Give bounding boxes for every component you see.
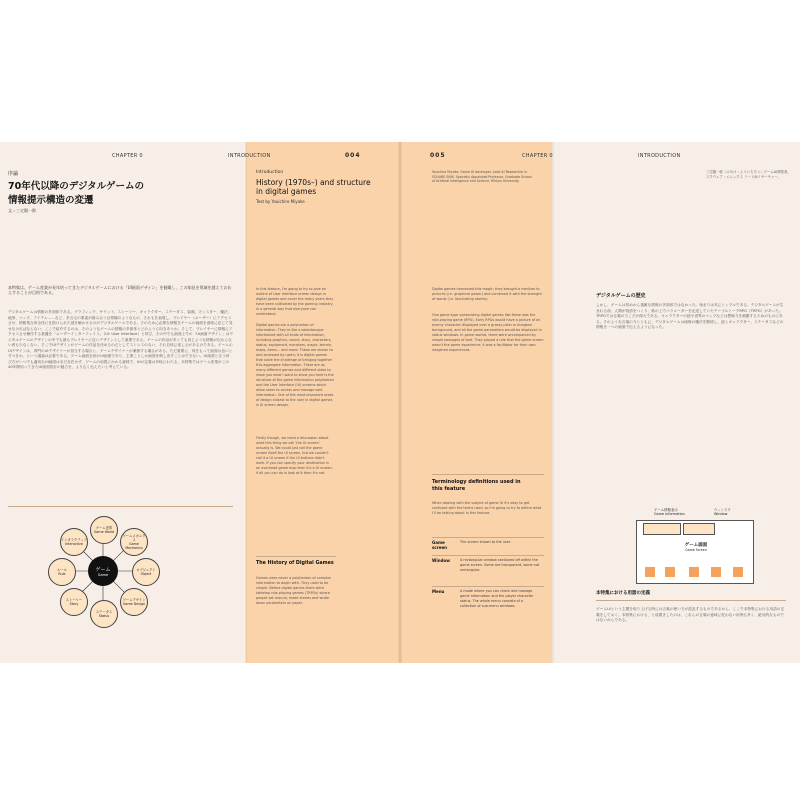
diagram-node-story: ストーリー Story: [60, 588, 88, 616]
running-header-intro-right: INTRODUCTION: [638, 153, 681, 159]
running-header-chapter-right: CHAPTER 0: [522, 153, 553, 159]
page-number-left: 004: [345, 152, 361, 159]
term-menu: [432, 589, 544, 609]
center-body-3: Firstly though, we need a discussion about what this thing we call 'the UI screen' actually is. We could just call the game screen itself the UI screen, but we couldn't call it a UI screen if the UI buttons didn't work. If you can specify your destination in an overhead game map then it's a UI screen; if all you can do is look at it then it's not.: [256, 436, 333, 475]
term-rule-1: [432, 537, 544, 538]
intro-kicker: Introduction: [256, 170, 284, 175]
diagram-node-game-design: ゲームデザイン Game Design: [120, 588, 148, 616]
diagram-node-interactive: インタラクティブ Interactive: [60, 528, 88, 556]
page-title-line2: 情報提示構造の変遷: [8, 195, 94, 206]
kicker: 序論: [8, 171, 19, 177]
term-window: [432, 558, 544, 573]
center-right-body-2: One game type symbolizing digital games like these was the role-playing game (RPG). Early RPGs would have a picture of an enemy character displayed over a grassy plain or dungeon background, and all the game parameters would be displayed in status windows. In game worlds, there were accompanied by simple passages of text. They played a role that the game screen wasn't the game experience; it was a facilitator for their own imagined experiences.: [432, 313, 544, 352]
diagram-node-object: オブジェクト Object: [132, 558, 160, 586]
terms-intro: When dealing with the subject of game UI it's easy to get confused with the terms used, so I'm going to try to define what I'll be talking about in this feature.: [432, 501, 542, 515]
divider: [8, 506, 233, 507]
figure-game-screen-label: ゲーム画面 Game Screen: [684, 543, 708, 552]
author: 文＝三宅陽一郎: [8, 208, 36, 213]
terms-heading: Terminology definitions used in this feature: [432, 479, 521, 492]
section-heading-history: デジタルゲームの歴史: [596, 293, 646, 299]
history-divider: [256, 556, 336, 557]
term-game-screen: [432, 540, 544, 550]
diagram-node-mechanics: ゲームメカニクス Game Mechanics: [120, 528, 148, 556]
figure-status-window: [643, 523, 681, 535]
diagram-node-rule: ルール Rule: [48, 558, 76, 586]
figure-actor-row: [645, 567, 745, 579]
history-body: Games were never a polyhedron of complex information to begin with. They used to be simple. Before digital games there were tabletop role-playing games (TRPGs) where people sat around, made stories and wrote down parameters on paper.: [256, 576, 332, 605]
author-bio-en: Youichiro Miyake. Game AI developer. Lead AI Researcher in SQUARE ENIX. Specially Appointed Professor, Graduate School of Artificial Intelligence and Science, Rikkyo University.: [432, 170, 532, 183]
right-spine-shadow: [552, 142, 554, 663]
center-body-1: In this feature, I'm going to try to give an outline of User Interface screen design in digital games and cover the many years they have been cultivated by the gaming industry, in a general way that everyone can understand.: [256, 287, 334, 316]
lead-paragraph: 本特集は、ゲーム産業が長年培ってきたデジタルゲームにおける「UI画面デザイン」を俯瞰し、この知見を領域を越えてお伝えすることが目的である。: [8, 285, 232, 295]
figure-label-window: ウィンドウ Window: [714, 508, 731, 516]
running-header-chapter-left: CHAPTER 0: [112, 153, 143, 159]
term-label: Menu: [432, 589, 445, 594]
terms-divider: [432, 474, 544, 475]
diagram-node-status: ステータス Status: [90, 600, 118, 628]
body-text: デジタルゲームは情報の多面体である。グラフィック、サウンド、ストーリー、キャラクター、ステータス、装備、モンスター、魔法、地形、マップ、アイテム……など、多言元の要素が絡み合う巨帯観のようなもの、それもを表現し、プレイヤー（ユーザー）にアクセスさせ、情報集合体全体に仕掛けられた謎を解かせるのがデジタルゲームである。そのために必要な情報をゲームの画面を意味に応じて見せなければならない。ここで紹介するのは、そのようなゲームの情報の多面体とどのように向きあうか。そして、プレイヤーに情報にアクセスさせ操作する基盤を「ユーザーインターフェイス」（UI: User Interface）と呼び、その中でも画面上での「UI画面デザイン」はデジタルゲームのデザインの中でも最もプレイヤーに近いデザインとして重要である。ゲームの作品が多くても同じような情報が伝わらない者も少なくない。そこでUIデザインがゲームの作品を決めるのだとしてストレスのない、それ自体に楽しさがあるのである。ゲームのUIデザインは、専門のUIデザイナーが担当する場合と、ゲームデザイナーが兼務する場合がある。ただ重要に、何をもって画面は良いとすべきか、という議論は必要である。ゲーム画面全体がUI画面であり、主要ことしか画面を映し出すことはできない。UI画面と言う呼び方がいつでも適切なUI画面はまだ存在せず、ゲームの前提にかかる意味で、UIの定義は多岐にわたる。本特集ではゲーム産業がこの40年間培ってきたUI画面設計の魅力を、より広く伝えたいと考えている。: [8, 310, 234, 369]
center-right-body-1: Digital games harnessed this magic; they brought a medium to pictures (i.e. graphical power) and combined it with the strength of words (i.e. fascinating stories).: [432, 287, 542, 301]
diagram-center-game: ゲーム Game: [88, 556, 118, 586]
right-divider: [596, 600, 786, 601]
ui-screen-figure: [636, 508, 754, 584]
figure-screen-frame: [636, 520, 754, 584]
term-definition: A mode where you can check and manage game information and the player character status. The whole menu consists of a collection of sub-menu windows.: [460, 589, 534, 608]
byline: Text by Youichiro Miyake: [256, 199, 305, 204]
figure-label-info: ゲーム情報表示 Game information: [654, 508, 685, 516]
term-definition: A rectangular window sectioned off within the game screen. Some are transparent, some not rectangular.: [460, 558, 540, 572]
english-title: History (1970s–) and structure in digital games: [256, 178, 371, 196]
diagram-node-game-world: ゲーム世界 Game World: [90, 516, 118, 544]
section-body-terms: ゲームUIという主題を取り上げる時には言葉の使い方が混乱するものであるから、ここで本特集における用語の定義をしておく。本特集における、と前置きしたのは、これらの言葉の意味に従わない用例も多く、絶対的なものではないからである。: [596, 607, 785, 622]
author-bio-jp: 三宅陽一郎（みやけ・よういちろう）ゲームAI開発者。スクウェア・エニックス リードAIリサーチャー。: [706, 170, 791, 179]
page-title-line1: 70年代以降のデジタルゲームの: [8, 181, 144, 192]
center-body-2: Digital games are a polyhedron of information. They're like a kaleidoscope intertwined with all kinds of information, including graphics, sound, story, characters, status, equipment, monsters, magic, terrain, maps, items... and more. These are shown to and accessed by users; it is digital games that solve the challenge of bringing together this aggregate information. There are as many different games and different sides to show you what I want to show you here is the structure of the game information polyhedron and the User Interface (UI) screens which allow users to access and manage said information. One of the most important areas of design closest to the user in digital games is UI screen design.: [256, 323, 334, 407]
fold-shadow: [398, 142, 402, 663]
term-rule-3: [432, 586, 544, 587]
history-heading: The History of Digital Games: [256, 561, 334, 566]
figure-status-window-2: [683, 523, 715, 535]
section-body-history: しかし、ゲームは初めから複雑な情報の多面体ではなかった。始まりは実にシンプルである。デジタルゲームが生まれる前、人間が物語をつくり、紙の上でパラメーターを記述していたテーブルトークRPG（TRPG）があった。TRPGでは言葉の力こそが偉大である。キャラクターの絵や世界のマップなどは想像力を刺激するためのものにある。そのような言葉の力とともに、デジタルゲームは画像の魔法を駆使し、絵とキャラクター、ステータスなどの情報を一つの画面で伝えるようになった。: [596, 303, 784, 329]
term-label: Window: [432, 558, 450, 563]
section-heading-terms: 本特集における用語の定義: [596, 591, 650, 596]
page-number-right: 005: [430, 152, 446, 159]
left-spine-shadow: [245, 142, 247, 663]
term-label: Game screen: [432, 540, 447, 550]
term-rule-2: [432, 555, 544, 556]
running-header-intro-left: INTRODUCTION: [228, 153, 271, 159]
term-definition: The screen shown to the user.: [460, 540, 512, 544]
